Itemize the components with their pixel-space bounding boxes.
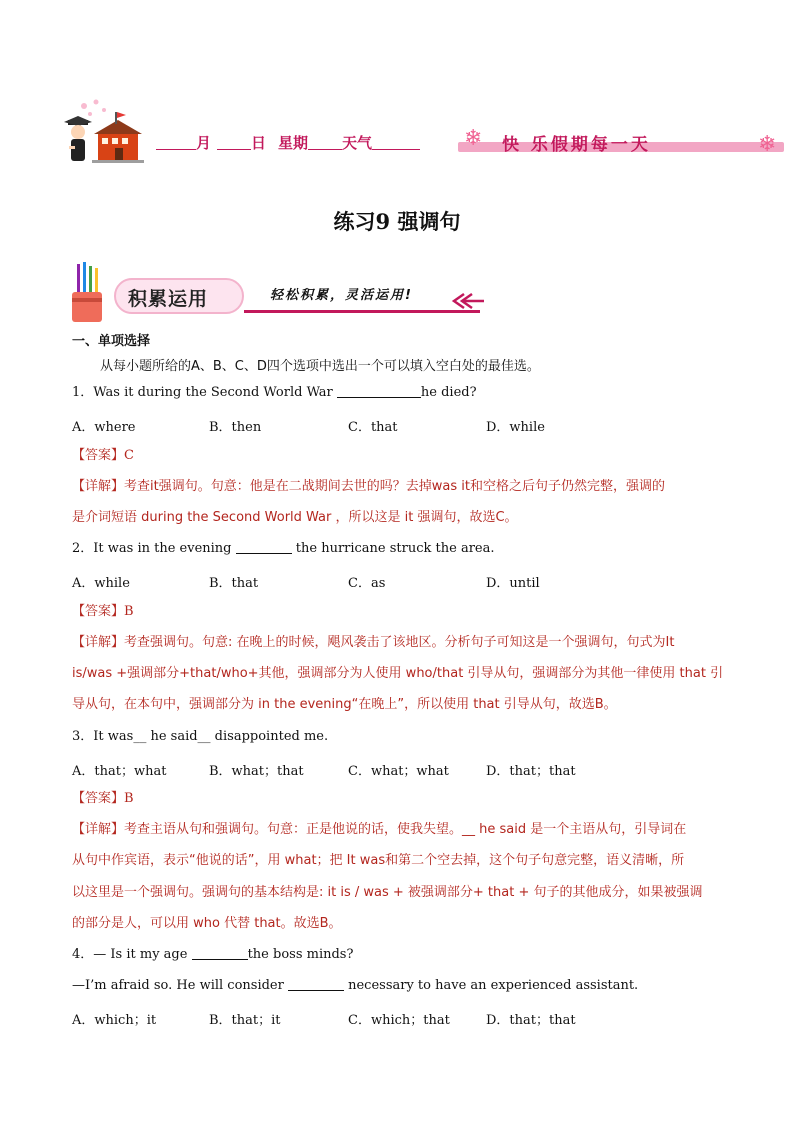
section-tagline: 轻松积累，灵活运用! [270,288,413,303]
question-4-stem: 4．— Is it my age the boss minds? [72,947,354,962]
answer-blank [236,540,292,554]
question-4-stem-2: —I’m afraid so. He will consider necessary to have an experienced assistant. [72,978,639,993]
weekday-blank [308,134,342,150]
question-2-stem: 2．It was in the evening the hurricane struck the area. [72,541,495,556]
question-1-answer: 【答案】C [72,448,134,463]
option-b: B．that；it [209,1013,281,1028]
double-arrow-icon [450,290,486,312]
section-badge [114,278,244,314]
weekday-label: 星期 [278,134,309,152]
question-3-detail: 【详解】考查主语从句和强调句。句意：正是他说的话，使我失望。__ he said 是一个主语从句，引导词在 [72,822,687,837]
question-1-detail: 【详解】考查it强调句。句意：他是在二战期间去世的吗？去掉was it和空格之后句子仍然完整，强调的 [72,479,665,494]
question-3-detail-cont: 从句中作宾语，表示“他说的话”，用 what；把 It was和第二个空去掉，这个句子句意完整，语义清晰，所 [72,853,685,868]
question-2-answer: 【答案】B [72,604,134,619]
option-c: C．what；what [348,764,449,779]
option-b: B．then [209,420,262,435]
option-c: C．which；that [348,1013,450,1028]
part-heading: 一、单项选择 [72,334,151,349]
answer-blank [337,384,421,398]
option-b: B．what；that [209,764,304,779]
option-b: B．that [209,576,259,591]
question-3-detail-cont: 的部分是人，可以用 who 代替 that。故选B。 [72,916,342,931]
answer-blank [288,977,344,991]
option-a: A．where [72,420,136,435]
holiday-slogan [458,126,784,156]
question-3-detail-cont: 以这里是一个强调句。强调句的基本结构是: it is / was + 被强调部分+ that + 句子的其他成分，如果被强调 [72,885,703,900]
option-d: D．that；that [486,764,576,779]
header-banner [60,96,784,166]
option-c: C．as [348,576,386,591]
pencil-cup-icon [70,262,104,324]
question-2-detail: 【详解】考查强调句。句意: 在晚上的时候，飓风袭击了该地区。分析句子可知这是一个强调句，句式为It [72,635,675,650]
section-header [70,262,490,326]
question-1-detail-cont: 是介词短语 during the Second World War ，所以这是 it 强调句，故选C。 [72,510,518,525]
option-a: A．which；it [72,1013,157,1028]
option-a: A．while [72,576,130,591]
section-badge-text: 积累运用 [128,288,209,310]
instruction-text: 从每小题所给的A、B、C、D四个选项中选出一个可以填入空白处的最佳选。 [100,359,540,374]
section-underline [244,310,480,313]
header-illustration [60,96,154,166]
day-blank [217,134,251,150]
question-1-stem: 1．Was it during the Second World War he died? [72,385,477,400]
option-c: C．that [348,420,398,435]
question-3-stem: 3．It was__ he said__ disappointed me. [72,729,329,744]
weather-blank [372,134,420,150]
slogan-text: 快 乐假期每一天 [502,135,651,155]
answer-blank [192,946,248,960]
question-2-detail-cont: 导从句，在本句中，强调部分为 in the evening“在晚上”，所以使用 that 引导从句，故选B。 [72,697,617,712]
date-weather-fields [156,132,420,153]
option-a: A．that；what [72,764,167,779]
option-d: D．while [486,420,545,435]
month-label: 月 [196,134,212,152]
option-d: D．until [486,576,540,591]
month-blank [156,134,196,150]
option-d: D．that；that [486,1013,576,1028]
question-2-detail-cont: is/was +强调部分+that/who+其他，强调部分为人使用 who/that 引导从句，强调部分为其他一律使用 that 引 [72,666,724,681]
snowflake-icon: ❄ [464,126,483,151]
weather-label: 天气 [342,134,373,152]
day-label: 日 [251,134,267,152]
question-3-answer: 【答案】B [72,791,134,806]
page-title: 练习9 强调句 [333,209,461,234]
snowflake-icon: ❄ [758,132,777,157]
